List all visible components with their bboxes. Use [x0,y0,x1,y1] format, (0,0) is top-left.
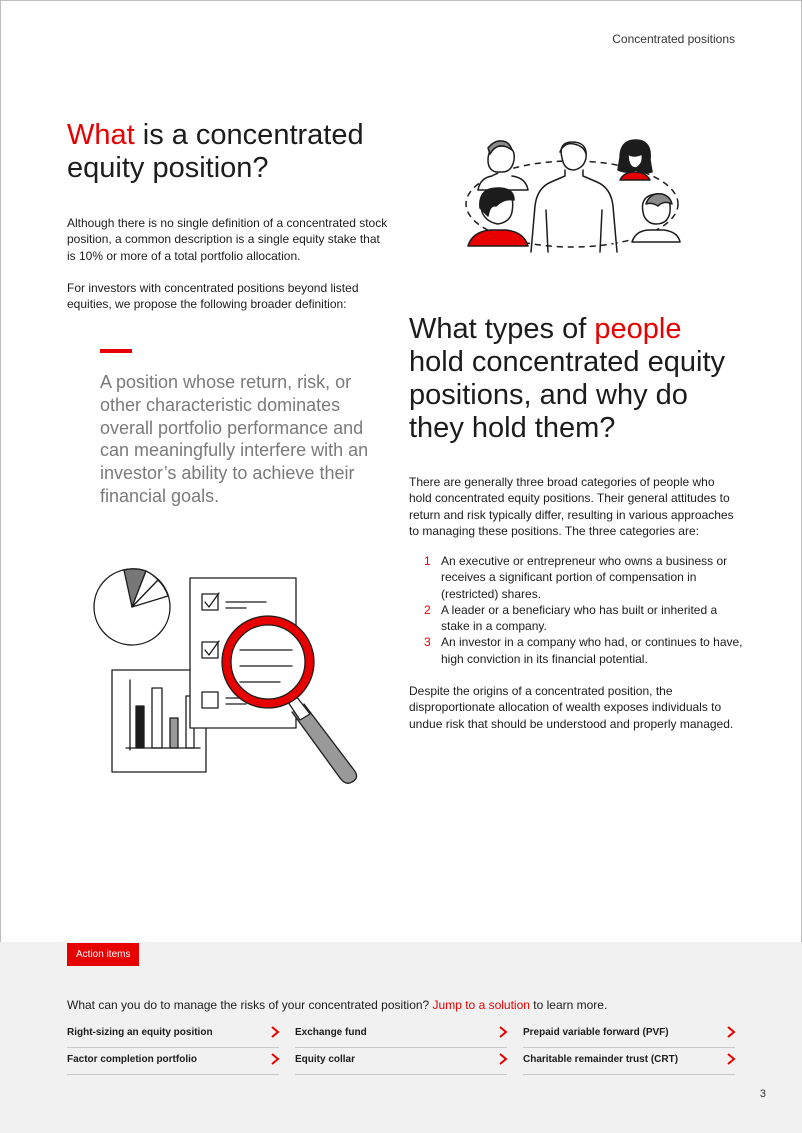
magnifying-glass-icon [222,616,357,783]
prompt-text-before: What can you do to manage the risks of your concentrated position? [67,998,433,1012]
central-person-icon [531,142,617,252]
list-item-text: A leader or a beneficiary who has built or inherited a stake in a company. [441,602,718,634]
chevron-right-icon [725,1052,737,1066]
link-charitable-remainder-trust[interactable] [523,1048,735,1075]
section2-title-part2: hold concentrated equity positions, and why do they hold them? [409,346,725,444]
category-list [424,553,744,667]
section1-title [67,119,387,185]
pie-chart-icon [94,569,170,645]
jump-to-solution-link[interactable]: Jump to a solution [432,998,530,1012]
link-label: Right-sizing an equity position [67,1027,213,1038]
link-label: Factor completion portfolio [67,1054,197,1065]
section2-title [409,313,739,445]
chevron-right-icon [497,1025,509,1039]
page-number: 3 [759,1088,766,1100]
action-items-badge: Action items [67,943,139,966]
link-exchange-fund[interactable] [295,1021,507,1048]
link-label: Equity collar [295,1054,356,1065]
list-item [424,634,744,667]
section1-paragraph2: For investors with concentrated positions beyond listed equities, we propose the following broader definition: [67,281,359,312]
list-item [424,553,744,602]
link-equity-collar[interactable] [295,1048,507,1075]
running-title: Concentrated positions [612,32,735,46]
definition-quote: A position whose return, risk, or other characteristic dominates overall portfolio performance and can meaningfully interfere with an investor’s ability to achieve their financial goals. [100,372,369,506]
quote-accent-bar [100,349,132,353]
section2-title-highlight: people [594,313,682,345]
link-label: Prepaid variable forward (PVF) [523,1027,669,1038]
chevron-right-icon [725,1025,737,1039]
person-gray-hair-icon [478,141,528,190]
section1-title-highlight: What [67,119,135,151]
section2-closing: Despite the origins of a concentrated position, the disproportionate allocation of wealth exposes individuals to undue risk that should be understood and properly managed. [409,684,734,731]
section2-title-part1: What types of [409,313,595,345]
list-item-text: An executive or entrepreneur who owns a business or receives a significant portion of compensation in (restricted) shares. [441,554,728,601]
action-items-prompt [67,998,607,1012]
list-item-number: 1 [424,554,431,568]
link-factor-completion[interactable] [67,1048,279,1075]
list-item-text: An investor in a company who had, or continues to have, high conviction in its financial potential. [441,635,743,666]
prompt-text-after: to learn more. [529,998,608,1012]
analysis-illustration [90,566,370,788]
section1-title-rest: is a concentrated equity position? [67,119,364,184]
link-right-sizing[interactable] [67,1021,279,1048]
section2-intro: There are generally three broad categories of people who hold concentrated equity positions. Their general attitudes to return and risk typically differ, resulting in various approaches to managing these positions. The three categories are: [409,475,734,538]
list-item [424,602,744,635]
list-item-number: 3 [424,635,431,650]
chevron-right-icon [497,1052,509,1066]
section1-paragraph1: Although there is no single definition of a concentrated stock position, a common description is a single equity stake that is 10% or more of a total portfolio allocation. [67,216,388,263]
chevron-right-icon [269,1052,281,1066]
link-prepaid-variable-forward[interactable] [523,1021,735,1048]
link-label: Charitable remainder trust (CRT) [523,1054,679,1065]
link-label: Exchange fund [295,1027,367,1038]
list-item-number: 2 [424,602,431,617]
chevron-right-icon [269,1025,281,1039]
person-red-man-icon [468,188,528,246]
people-illustration [462,130,682,252]
